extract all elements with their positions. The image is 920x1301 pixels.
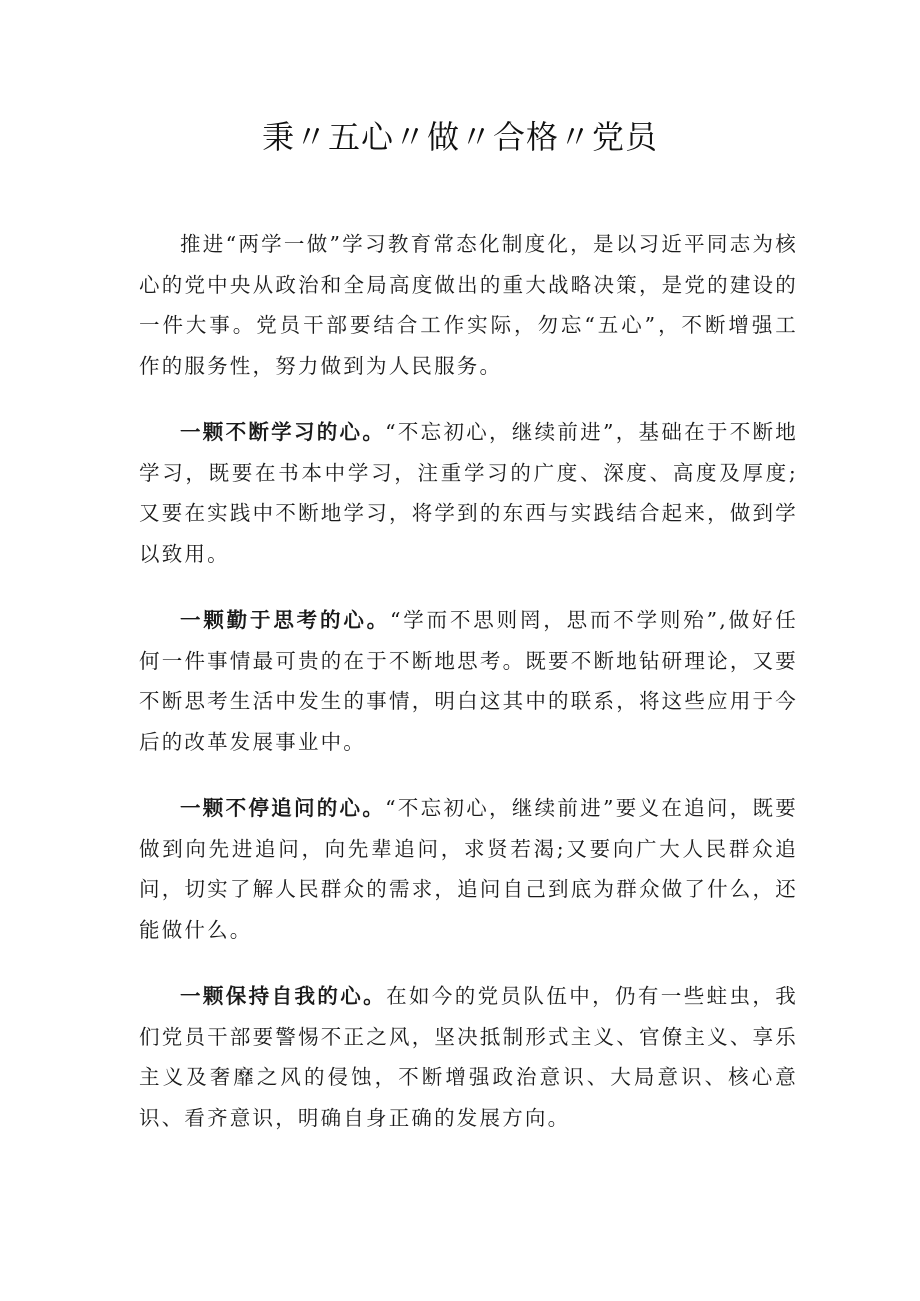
section-lead: 一颗保持自我的心。: [180, 984, 387, 1008]
document-title: 秉〃五心〃做〃合格〃党员: [261, 118, 658, 156]
section-paragraph-thinking: [139, 600, 798, 762]
section-paragraph-self: [139, 976, 798, 1138]
section-text: “不忘初心，继续前进”，基础在于不断地学习，既要在书本中学习，注重学习的广度、深度、高度及厚度;又要在实践中不断地学习，将学到的东西与实践结合起来，做到学以致用。: [139, 420, 798, 566]
section-lead: 一颗勤于思考的心。: [180, 608, 390, 632]
section-paragraph-questioning: [139, 788, 798, 950]
section-text: “学而不思则罔，思而不学则殆”,做好任何一件事情最可贵的在于不断地思考。既要不断地钻研理论，又要不断思考生活中发生的事情，明白这其中的联系，将这些应用于今后的改革发展事业中。: [139, 608, 798, 754]
section-text: “不忘初心，继续前进”要义在追问，既要做到向先进追问，向先辈追问，求贤若渴;又要向广大人民群众追问，切实了解人民群众的需求，追问自己到底为群众做了什么，还能做什么。: [139, 796, 798, 942]
intro-paragraph: 推进“两学一做”学习教育常态化制度化，是以习近平同志为核心的党中央从政治和全局高度做出的重大战略决策，是党的建设的一件大事。党员干部要结合工作实际，勿忘“五心”，不断增强工作的服务性，努力做到为人民服务。: [139, 232, 798, 378]
section-paragraph-learning: [139, 412, 798, 574]
section-lead: 一颗不停追问的心。: [180, 796, 386, 820]
section-lead: 一颗不断学习的心。: [180, 420, 386, 444]
section-text: 在如今的党员队伍中，仍有一些蛀虫，我们党员干部要警惕不正之风，坚决抵制形式主义、官僚主义、享乐主义及奢靡之风的侵蚀，不断增强政治意识、大局意识、核心意识、看齐意识，明确自身正确的发展方向。: [139, 984, 798, 1130]
document-body: [139, 224, 798, 1138]
